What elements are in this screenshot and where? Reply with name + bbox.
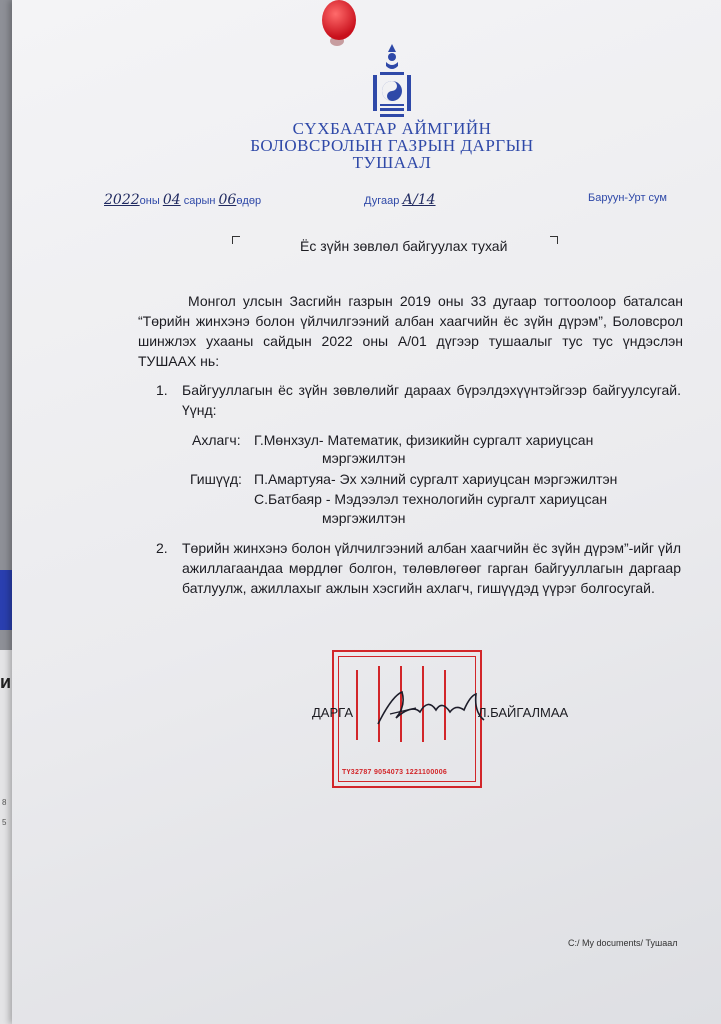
members-label: Гишүүд:	[190, 471, 242, 487]
stamp-script-column	[356, 670, 370, 740]
subject-corner-left	[232, 236, 240, 244]
header-line-1: СҮХБААТАР АЙМГИЙН	[292, 119, 492, 138]
place-label: Баруун-Урт сум	[588, 192, 667, 204]
state-emblem-icon	[367, 42, 417, 120]
background-number: 8	[2, 798, 7, 807]
list-item-number: 1.	[156, 382, 168, 398]
document-header	[212, 120, 572, 171]
date-month: 04	[162, 192, 181, 208]
chair-line-1: Г.Мөнхзул- Математик, физикийн сургалт хариуцсан	[254, 432, 594, 448]
list-item-text: Төрийн жинхэнэ болон үйлчилгээний албан хаагчийн ёс зүйн дүрэм”-ийг үйл ажиллагаандаа мөрдлөг болгон, төлөвлөгөөг гарган байгууллагын даргаар батлуулж, ажиллахыг ажлын хэсгийн ахлагч, гишүүдэд үүрэг болгосугай.	[182, 540, 681, 596]
date-field	[104, 192, 261, 208]
chair-label: Ахлагч:	[192, 432, 241, 448]
document-subject: Ёс зүйн зөвлөл байгуулах тухай	[300, 238, 508, 254]
date-day-suffix: өдөр	[236, 195, 262, 207]
member-2-line-1: С.Батбаяр - Мэдээлэл технологийн сургалт хариуцсан	[254, 491, 608, 507]
subject-corner-right	[550, 236, 558, 244]
header-line-3: ТУШААЛ	[352, 153, 432, 172]
order-number-label: Дугаар	[364, 195, 400, 207]
signatory-name: Л.БАЙГАЛМАА	[478, 705, 569, 720]
list-item-number: 2.	[156, 540, 168, 556]
order-number-field	[364, 192, 436, 208]
list-item	[156, 538, 681, 598]
member-2-line-2: мэргэжилтэн	[322, 510, 406, 526]
background-letter: и	[0, 672, 12, 692]
background-number: 5	[2, 818, 7, 827]
document-page	[12, 0, 721, 1024]
signatory-title: ДАРГА	[312, 705, 353, 720]
footer-path: C:/ My documents/ Тушаал	[568, 938, 678, 948]
date-year: 2022	[104, 192, 140, 208]
push-pin-icon	[322, 0, 356, 40]
stamp-number: ТҮ32787 9054073 1221100006	[342, 769, 448, 776]
intro-paragraph: Монгол улсын Засгийн газрын 2019 оны 33 дугаар тогтоолоор баталсан “Төрийн жинхэнэ болон үйлчилгээний албан хаагчийн ёс зүйн дүрэм”, Боловсрол шинжлэх ухааны сайдын 2022 оны А/01 дүгээр тушаалыг тус тус үндэслэн ТУШААХ нь:	[138, 293, 683, 369]
handwritten-signature	[372, 686, 492, 730]
chair-line-2: мэргэжилтэн	[322, 450, 406, 466]
list-item-text: Байгууллагын ёс зүйн зөвлөлийг дараах бүрэлдэхүүнтэйгээр байгуулсугай. Үүнд:	[182, 382, 681, 418]
date-day: 06	[218, 192, 237, 208]
date-month-suffix: сарын	[183, 195, 216, 207]
member-1: П.Амартуяа- Эх хэлний сургалт хариуцсан мэргэжилтэн	[254, 471, 618, 487]
header-line-2: БОЛОВСРОЛЫН ГАЗРЫН ДАРГЫН	[250, 136, 534, 155]
order-number: А/14	[402, 192, 436, 208]
list-item	[156, 380, 681, 420]
date-year-suffix: оны	[139, 195, 160, 207]
